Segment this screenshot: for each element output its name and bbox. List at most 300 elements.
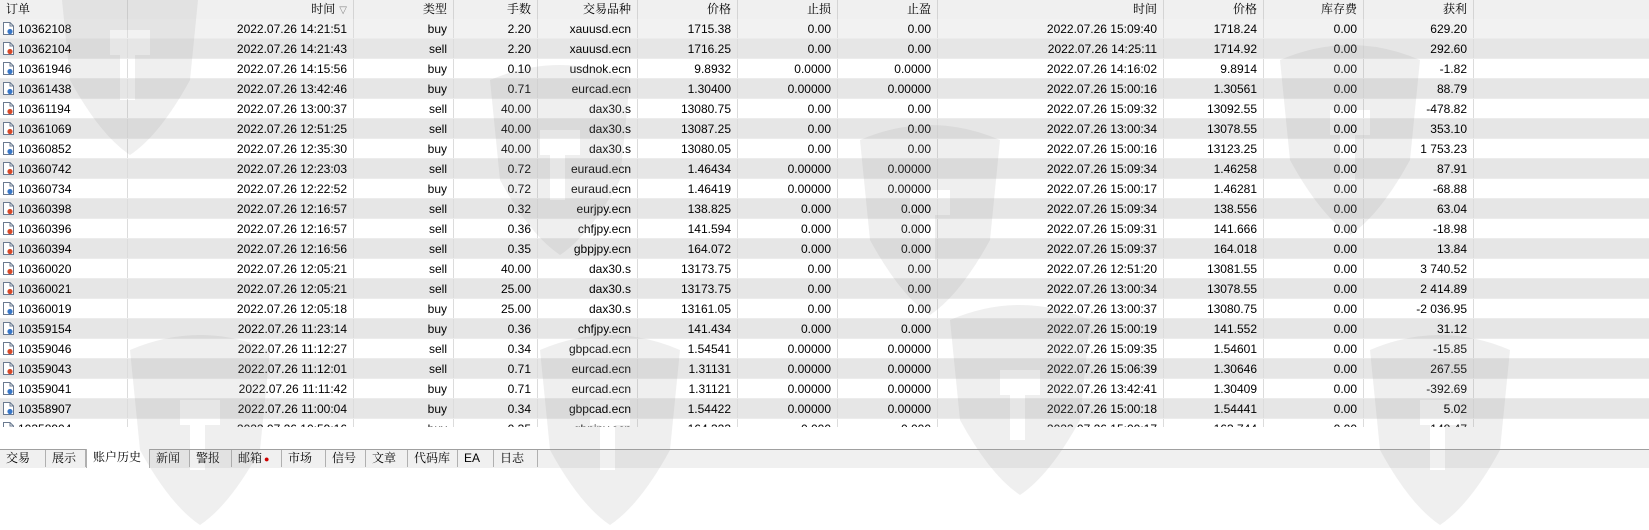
cell-lots: 40.00 (454, 99, 538, 118)
column-header-close-time[interactable] (938, 0, 1164, 19)
sell-order-icon (3, 282, 14, 295)
order-number: 10360852 (18, 142, 72, 156)
sort-descending-icon: ▽ (339, 5, 347, 16)
table-row[interactable] (0, 319, 1649, 339)
column-header-label: 交易品种 (582, 2, 631, 16)
cell-close-price: 138.556 (1164, 199, 1264, 218)
cell-price: 1.54541 (638, 339, 738, 358)
table-row[interactable] (0, 379, 1649, 399)
cell-profit: -2 036.95 (1364, 299, 1474, 318)
cell-order (0, 119, 128, 138)
cell-tp: 0.00 (838, 99, 938, 118)
order-number: 10359043 (18, 362, 72, 376)
cell-swap: 0.00 (1264, 199, 1364, 218)
cell-profit: 629.20 (1364, 19, 1474, 38)
table-row[interactable] (0, 39, 1649, 59)
column-header-label: 库存费 (1320, 2, 1357, 16)
buy-order-icon (3, 182, 14, 195)
tab-6[interactable] (232, 450, 282, 467)
table-row[interactable] (0, 159, 1649, 179)
cell-order (0, 259, 128, 278)
buy-order-icon (3, 382, 14, 395)
cell-profit: 13.84 (1364, 239, 1474, 258)
cell-swap: 0.00 (1264, 79, 1364, 98)
cell-close-time: 2022.07.26 15:00:16 (938, 139, 1164, 158)
cell-order (0, 179, 128, 198)
cell-price: 164.072 (638, 239, 738, 258)
tab-label: 信号 (332, 451, 357, 465)
cell-sl: 0.00 (738, 19, 838, 38)
column-header-tp[interactable] (838, 0, 938, 19)
table-header (0, 0, 1649, 20)
cell-close-price: 1.30409 (1164, 379, 1264, 398)
cell-time: 2022.07.26 11:00:04 (128, 399, 354, 418)
cell-time: 2022.07.26 13:00:37 (128, 99, 354, 118)
cell-lots: 0.32 (454, 199, 538, 218)
cell-close-price: 1714.92 (1164, 39, 1264, 58)
cell-close-time: 2022.07.26 15:09:34 (938, 199, 1164, 218)
cell-close-price: 164.018 (1164, 239, 1264, 258)
tab-11[interactable] (458, 450, 494, 467)
cell-symbol: dax30.s (538, 99, 638, 118)
cell-type: sell (354, 339, 454, 358)
cell-sl: 0.00000 (738, 339, 838, 358)
tab-8[interactable] (326, 450, 366, 467)
sell-order-icon (3, 342, 14, 355)
table-row[interactable] (0, 339, 1649, 359)
cell-order (0, 319, 128, 338)
cell-symbol: chfjpy.ecn (538, 219, 638, 238)
cell-price: 141.594 (638, 219, 738, 238)
cell-lots: 0.10 (454, 59, 538, 78)
table-row[interactable] (0, 219, 1649, 239)
cell-tp: 0.00 (838, 279, 938, 298)
column-header-label: 止损 (806, 2, 831, 16)
cell-close-time: 2022.07.26 14:25:11 (938, 39, 1164, 58)
cell-lots: 0.71 (454, 379, 538, 398)
cell-sl: 0.00 (738, 119, 838, 138)
column-header-label: 时间 (311, 2, 336, 16)
cell-tp: 0.00 (838, 259, 938, 278)
order-number: 10361438 (18, 82, 72, 96)
cell-swap: 0.00 (1264, 239, 1364, 258)
cell-lots: 0.72 (454, 159, 538, 178)
cell-tp: 0.00000 (838, 79, 938, 98)
cell-close-price: 1.46258 (1164, 159, 1264, 178)
cell-tp: 0.00000 (838, 179, 938, 198)
sell-order-icon (3, 202, 14, 215)
cell-price: 13161.05 (638, 299, 738, 318)
cell-type: sell (354, 239, 454, 258)
buy-order-icon (3, 62, 14, 75)
order-number: 10362108 (18, 22, 72, 36)
order-number: 10360394 (18, 242, 72, 256)
cell-price: 1.46419 (638, 179, 738, 198)
cell-price: 13080.75 (638, 99, 738, 118)
order-number: 10362104 (18, 42, 72, 56)
cell-time: 2022.07.26 14:21:51 (128, 19, 354, 38)
terminal-tab-bar (0, 449, 1649, 468)
cell-time: 2022.07.26 14:15:56 (128, 59, 354, 78)
cell-symbol: chfjpy.ecn (538, 319, 638, 338)
cell-swap: 0.00 (1264, 19, 1364, 38)
buy-order-icon (3, 402, 14, 415)
cell-type: buy (354, 79, 454, 98)
cell-profit: 292.60 (1364, 39, 1474, 58)
column-header-time[interactable] (128, 0, 354, 19)
cell-symbol: eurjpy.ecn (538, 199, 638, 218)
cell-time: 2022.07.26 12:16:57 (128, 199, 354, 218)
column-header-type[interactable] (354, 0, 454, 19)
buy-order-icon (3, 322, 14, 335)
cell-lots: 40.00 (454, 119, 538, 138)
sell-order-icon (3, 42, 14, 55)
cell-lots: 25.00 (454, 279, 538, 298)
cell-close-price: 1.54441 (1164, 399, 1264, 418)
order-number: 10360742 (18, 162, 72, 176)
order-number: 10360396 (18, 222, 72, 236)
tab-label: 市场 (288, 451, 313, 465)
cell-type: sell (354, 99, 454, 118)
cell-type: buy (354, 319, 454, 338)
cell-close-price: 13092.55 (1164, 99, 1264, 118)
cell-profit: -15.85 (1364, 339, 1474, 358)
cell-symbol: xauusd.ecn (538, 39, 638, 58)
cell-swap: 0.00 (1264, 259, 1364, 278)
cell-close-time: 2022.07.26 14:16:02 (938, 59, 1164, 78)
cell-price: 13087.25 (638, 119, 738, 138)
cell-close-price: 141.666 (1164, 219, 1264, 238)
tab-label: 新闻 (156, 451, 181, 465)
tab-7[interactable] (282, 450, 326, 467)
cell-time: 2022.07.26 12:22:52 (128, 179, 354, 198)
cell-sl: 0.00000 (738, 379, 838, 398)
column-header-label: 止盈 (906, 2, 931, 16)
cell-sl: 0.000 (738, 319, 838, 338)
cell-close-price: 1.54601 (1164, 339, 1264, 358)
cell-price: 1.54422 (638, 399, 738, 418)
cell-close-time: 2022.07.26 15:09:35 (938, 339, 1164, 358)
cell-sl: 0.00000 (738, 359, 838, 378)
cell-time: 2022.07.26 11:12:01 (128, 359, 354, 378)
cell-close-price: 9.8914 (1164, 59, 1264, 78)
cell-sl: 0.00000 (738, 179, 838, 198)
table-row[interactable] (0, 79, 1649, 99)
cell-profit: -478.82 (1364, 99, 1474, 118)
cell-profit: 63.04 (1364, 199, 1474, 218)
cell-swap: 0.00 (1264, 179, 1364, 198)
cell-time: 2022.07.26 12:35:30 (128, 139, 354, 158)
cell-close-time: 2022.07.26 12:51:20 (938, 259, 1164, 278)
cell-tp: 0.00000 (838, 399, 938, 418)
cell-price: 1716.25 (638, 39, 738, 58)
tab-10[interactable] (408, 450, 458, 467)
new-mail-icon: ● (264, 454, 270, 464)
cell-price: 138.825 (638, 199, 738, 218)
cell-swap: 0.00 (1264, 99, 1364, 118)
cell-swap: 0.00 (1264, 119, 1364, 138)
cell-price: 1715.38 (638, 19, 738, 38)
cell-time: 2022.07.26 12:05:21 (128, 259, 354, 278)
cell-close-time: 2022.07.26 13:00:34 (938, 119, 1164, 138)
cell-symbol: gbpcad.ecn (538, 399, 638, 418)
cell-profit: 3 740.52 (1364, 259, 1474, 278)
table-row[interactable] (0, 59, 1649, 79)
cell-lots: 0.34 (454, 339, 538, 358)
cell-tp: 0.00000 (838, 359, 938, 378)
cell-close-time: 2022.07.26 13:00:34 (938, 279, 1164, 298)
cell-price: 9.8932 (638, 59, 738, 78)
tab-4[interactable] (150, 450, 190, 467)
cell-close-time: 2022.07.26 15:09:32 (938, 99, 1164, 118)
cell-sl: 0.00 (738, 259, 838, 278)
column-header-filler (1474, 0, 1649, 19)
table-row[interactable] (0, 19, 1649, 39)
sell-order-icon (3, 362, 14, 375)
cell-symbol: eurcad.ecn (538, 379, 638, 398)
order-number: 10361069 (18, 122, 72, 136)
column-header-sl[interactable] (738, 0, 838, 19)
column-header-label: 时间 (1132, 2, 1157, 16)
tab-label: EA (464, 451, 481, 465)
tab-5[interactable] (190, 450, 232, 467)
cell-swap: 0.00 (1264, 299, 1364, 318)
table-row[interactable] (0, 299, 1649, 319)
column-header-label: 获利 (1442, 2, 1467, 16)
cell-type: sell (354, 219, 454, 238)
cell-time: 2022.07.26 11:23:14 (128, 319, 354, 338)
sell-order-icon (3, 122, 14, 135)
table-row[interactable] (0, 199, 1649, 219)
cell-sl: 0.00000 (738, 399, 838, 418)
buy-order-icon (3, 82, 14, 95)
cell-tp: 0.00000 (838, 379, 938, 398)
tab-label: 交易 (6, 451, 31, 465)
column-header-order[interactable] (0, 0, 128, 19)
cell-order (0, 359, 128, 378)
buy-order-icon (3, 22, 14, 35)
cell-tp: 0.00 (838, 139, 938, 158)
cell-close-time: 2022.07.26 15:00:17 (938, 179, 1164, 198)
cell-symbol: xauusd.ecn (538, 19, 638, 38)
cell-close-time: 2022.07.26 15:09:31 (938, 219, 1164, 238)
column-header-symbol[interactable] (538, 0, 638, 19)
cell-price: 13173.75 (638, 279, 738, 298)
cell-close-time: 2022.07.26 15:06:39 (938, 359, 1164, 378)
cell-type: sell (354, 279, 454, 298)
cell-order (0, 399, 128, 418)
cell-profit: 31.12 (1364, 319, 1474, 338)
tab-label: 展示 (52, 451, 77, 465)
cell-close-price: 13081.55 (1164, 259, 1264, 278)
cell-close-time: 2022.07.26 15:00:19 (938, 319, 1164, 338)
cell-profit: -18.98 (1364, 219, 1474, 238)
cell-tp: 0.00000 (838, 159, 938, 178)
cell-order (0, 339, 128, 358)
sell-order-icon (3, 162, 14, 175)
cell-time: 2022.07.26 12:05:18 (128, 299, 354, 318)
column-header-profit[interactable] (1364, 0, 1474, 19)
order-number: 10358907 (18, 402, 72, 416)
cell-order (0, 379, 128, 398)
cell-time: 2022.07.26 12:16:56 (128, 239, 354, 258)
column-header-label: 价格 (1232, 2, 1257, 16)
cell-swap: 0.00 (1264, 319, 1364, 338)
column-header-swap[interactable] (1264, 0, 1364, 19)
cell-order (0, 239, 128, 258)
cell-sl: 0.00 (738, 39, 838, 58)
cell-profit: -1.82 (1364, 59, 1474, 78)
cell-close-time: 2022.07.26 13:00:37 (938, 299, 1164, 318)
sell-order-icon (3, 242, 14, 255)
cell-tp: 0.000 (838, 199, 938, 218)
cell-profit: 267.55 (1364, 359, 1474, 378)
cell-close-price: 141.552 (1164, 319, 1264, 338)
cell-symbol: dax30.s (538, 119, 638, 138)
column-header-label: 手数 (506, 2, 531, 16)
order-number: 10359154 (18, 322, 72, 336)
sell-order-icon (3, 262, 14, 275)
tab-9[interactable] (366, 450, 408, 467)
cell-symbol: usdnok.ecn (538, 59, 638, 78)
cell-tp: 0.0000 (838, 59, 938, 78)
table-row[interactable] (0, 259, 1649, 279)
cell-lots: 0.35 (454, 239, 538, 258)
cell-lots: 25.00 (454, 299, 538, 318)
cell-close-price: 13080.75 (1164, 299, 1264, 318)
tab-2[interactable] (46, 450, 86, 467)
cell-type: sell (354, 259, 454, 278)
table-row[interactable] (0, 99, 1649, 119)
cell-tp: 0.00 (838, 299, 938, 318)
cell-profit: 5.02 (1364, 399, 1474, 418)
cell-lots: 0.36 (454, 219, 538, 238)
cell-time: 2022.07.26 12:23:03 (128, 159, 354, 178)
cell-profit: 88.79 (1364, 79, 1474, 98)
cell-swap: 0.00 (1264, 159, 1364, 178)
history-table (0, 19, 1649, 427)
horizontal-scroll-area[interactable] (0, 427, 1649, 449)
cell-sl: 0.00 (738, 279, 838, 298)
order-number: 10361946 (18, 62, 72, 76)
cell-profit: 353.10 (1364, 119, 1474, 138)
cell-close-time: 2022.07.26 13:42:41 (938, 379, 1164, 398)
cell-close-time: 2022.07.26 15:00:16 (938, 79, 1164, 98)
cell-symbol: euraud.ecn (538, 159, 638, 178)
cell-close-price: 13078.55 (1164, 119, 1264, 138)
cell-close-time: 2022.07.26 15:00:18 (938, 399, 1164, 418)
cell-close-price: 1.30561 (1164, 79, 1264, 98)
cell-sl: 0.00 (738, 299, 838, 318)
cell-lots: 0.36 (454, 319, 538, 338)
cell-swap: 0.00 (1264, 139, 1364, 158)
order-number: 10359046 (18, 342, 72, 356)
cell-swap: 0.00 (1264, 39, 1364, 58)
cell-close-price: 13078.55 (1164, 279, 1264, 298)
tab-label: 邮箱 (238, 451, 263, 465)
column-header-price[interactable] (638, 0, 738, 19)
cell-symbol: dax30.s (538, 259, 638, 278)
cell-price: 1.30400 (638, 79, 738, 98)
tab-label: 日志 (500, 451, 525, 465)
cell-swap: 0.00 (1264, 219, 1364, 238)
column-header-close-price[interactable] (1164, 0, 1264, 19)
tab-12[interactable] (494, 450, 538, 467)
cell-sl: 0.0000 (738, 59, 838, 78)
cell-time: 2022.07.26 13:42:46 (128, 79, 354, 98)
cell-swap: 0.00 (1264, 339, 1364, 358)
cell-order (0, 219, 128, 238)
column-header-lots[interactable] (454, 0, 538, 19)
cell-order (0, 279, 128, 298)
cell-symbol: eurcad.ecn (538, 79, 638, 98)
cell-time: 2022.07.26 12:51:25 (128, 119, 354, 138)
cell-type: buy (354, 299, 454, 318)
order-number: 10360021 (18, 282, 72, 296)
cell-profit: 1 753.23 (1364, 139, 1474, 158)
cell-close-price: 1.46281 (1164, 179, 1264, 198)
table-row[interactable] (0, 179, 1649, 199)
cell-sl: 0.00000 (738, 159, 838, 178)
tab-1[interactable] (0, 450, 46, 467)
cell-sl: 0.000 (738, 239, 838, 258)
tab-3[interactable] (86, 449, 150, 468)
table-row[interactable] (0, 399, 1649, 419)
cell-time: 2022.07.26 14:21:43 (128, 39, 354, 58)
column-header-label: 类型 (422, 2, 447, 16)
column-header-label: 订单 (6, 2, 31, 16)
cell-order (0, 39, 128, 58)
cell-type: buy (354, 179, 454, 198)
table-row[interactable] (0, 359, 1649, 379)
cell-close-price: 13123.25 (1164, 139, 1264, 158)
buy-order-icon (3, 142, 14, 155)
cell-order (0, 159, 128, 178)
cell-close-price: 1.30646 (1164, 359, 1264, 378)
cell-price: 141.434 (638, 319, 738, 338)
cell-time: 2022.07.26 11:12:27 (128, 339, 354, 358)
sell-order-icon (3, 222, 14, 235)
tab-label: 警报 (196, 451, 221, 465)
table-row[interactable] (0, 279, 1649, 299)
cell-time: 2022.07.26 12:16:57 (128, 219, 354, 238)
order-number: 10361194 (18, 102, 71, 116)
order-number: 10360019 (18, 302, 72, 316)
cell-symbol: euraud.ecn (538, 179, 638, 198)
cell-type: buy (354, 379, 454, 398)
table-row[interactable] (0, 239, 1649, 259)
cell-time: 2022.07.26 11:11:42 (128, 379, 354, 398)
order-number: 10360734 (18, 182, 72, 196)
cell-lots: 2.20 (454, 39, 538, 58)
table-row[interactable] (0, 119, 1649, 139)
tab-label: 文章 (372, 451, 397, 465)
cell-symbol: dax30.s (538, 139, 638, 158)
cell-symbol: dax30.s (538, 279, 638, 298)
cell-profit: -392.69 (1364, 379, 1474, 398)
cell-lots: 0.71 (454, 359, 538, 378)
cell-profit: 2 414.89 (1364, 279, 1474, 298)
cell-lots: 40.00 (454, 139, 538, 158)
cell-lots: 2.20 (454, 19, 538, 38)
cell-tp: 0.00 (838, 39, 938, 58)
cell-type: buy (354, 399, 454, 418)
cell-tp: 0.000 (838, 319, 938, 338)
cell-profit: -68.88 (1364, 179, 1474, 198)
cell-close-time: 2022.07.26 15:09:40 (938, 19, 1164, 38)
table-row[interactable] (0, 139, 1649, 159)
cell-sl: 0.00 (738, 139, 838, 158)
